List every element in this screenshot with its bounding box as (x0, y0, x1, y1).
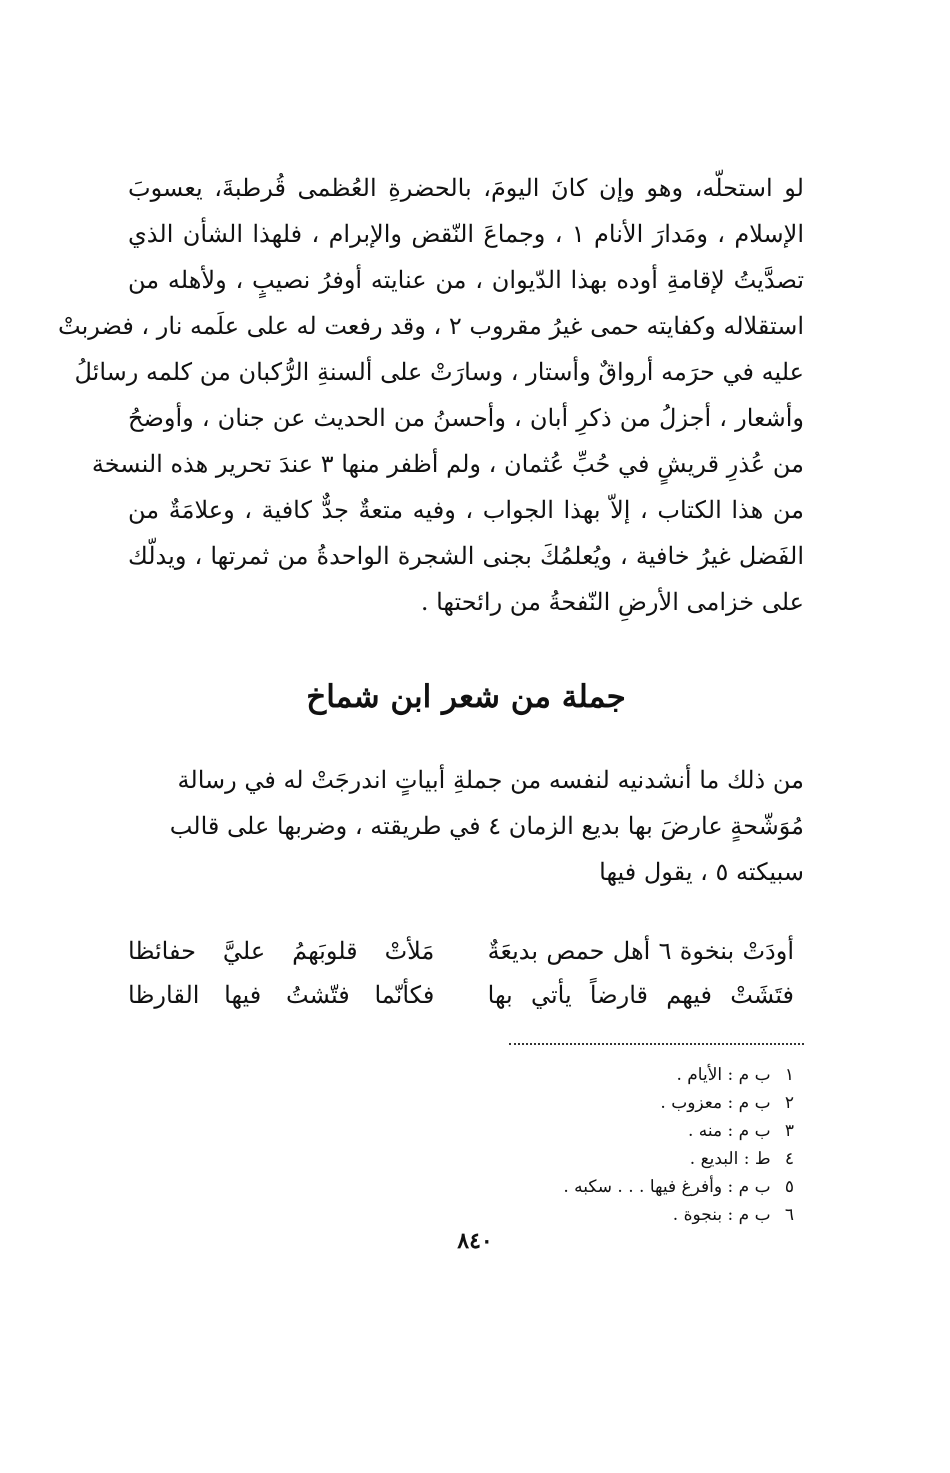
footnote (128, 1117, 794, 1145)
main-paragraph (58, 165, 805, 625)
footnote-text: ب م : الأيام . (676, 1065, 771, 1085)
footnote-text: ب م : بنجوة . (672, 1205, 771, 1225)
poem-verse (128, 929, 804, 973)
text-line: تصدَّيتُ لإقامةِ أوده بهذا الدّيوان ، من عنايته أوفرُ نصيبٍ ، ولأهله من (128, 266, 804, 294)
footnote (128, 1201, 794, 1229)
verse-second-hemistich: فكأنّما فتّشتُ فيها القارظا (128, 981, 435, 1009)
text-line: عليه في حرَمه أرواقٌ وأستار ، وسارَتْ على ألسنةِ الرُّكبان من كلمه رسائلُ (74, 358, 804, 386)
footnote-number: ١ (784, 1065, 794, 1085)
intro-paragraph: من ذلك ما أنشدنيه لنفسه من جملةِ أبياتٍ اندرجَتْ له في رسالة مُوَشّحةٍ عارضَ بها بديع الزمان ٤ في طريقته ، وضربها على قالب سبيكته ٥ ، يقول فيها (169, 766, 804, 886)
footnote-text: ب م : منه . (687, 1121, 771, 1141)
page-number: ٨٤٠ (457, 1228, 493, 1254)
page-body (58, 165, 805, 1229)
text-line: على خزامى الأرضِ النّفحةُ من رائحتها . (420, 588, 804, 616)
text-line: لو استحلّه، وهو وإن كانَ اليومَ، بالحضرةِ العُظمى قُرطبةَ، يعسوبَ (128, 174, 804, 202)
text-line: وأشعار ، أجزلُ من ذكرِ أبان ، وأحسنُ من الحديث عن جنان ، وأوضحُ (128, 404, 805, 432)
footnote-divider (509, 1043, 804, 1045)
footnote-number: ٥ (784, 1177, 794, 1197)
text-line: من عُذرِ قريشٍ في حُبِّ عُثمان ، ولم أظفر منها ٣ عندَ تحرير هذه النسخة (91, 450, 804, 478)
footnote-text: ب م : وأفرغ فيها . . . سكبه . (563, 1177, 771, 1197)
text-line: الإسلام ، ومَدارَ الأنام ١ ، وجماعَ النّقض والإبرام ، فلهذا الشأن الذي (128, 220, 804, 248)
poem (128, 929, 804, 1017)
verse-first-hemistich: أودَتْ بنخوة ٦ أهل حمص بديعَةٌ (487, 937, 795, 965)
footnote-number: ٢ (784, 1093, 794, 1113)
footnote-text: ط : البديع . (689, 1149, 771, 1169)
text-line: استقلاله وكفايته حمى غيرُ مقروب ٢ ، وقد رفعت له على علَمه نار ، فضربتْ (58, 312, 804, 340)
footnote (128, 1061, 794, 1089)
footnotes (128, 1061, 804, 1229)
footnote-number: ٤ (784, 1149, 794, 1169)
footnote-number: ٦ (784, 1205, 794, 1225)
text-line: من هذا الكتاب ، إلاّ بهذا الجواب ، وفيه متعةٌ جدٌّ كافية ، وعلامَةٌ من (128, 496, 804, 524)
verse-second-hemistich: مَلأتْ قلوبَهمُ عليَّ حفائظا (128, 937, 435, 965)
footnote (128, 1145, 794, 1173)
verse-first-hemistich: فتَشَتْ فيهم قارضاً يأتي بها (487, 981, 794, 1009)
text-line: الفَضل غيرُ خافية ، ويُعلمُكَ بجنى الشجرة الواحدةُ من ثمرتها ، ويدلّك (128, 542, 805, 570)
footnote-number: ٣ (784, 1121, 794, 1141)
footnote (128, 1089, 794, 1117)
footnote (128, 1173, 794, 1201)
poem-verse (128, 973, 804, 1017)
footnote-text: ب م : معزوب . (660, 1093, 771, 1113)
section-heading: جملة من شعر ابن شماخ (306, 679, 626, 715)
